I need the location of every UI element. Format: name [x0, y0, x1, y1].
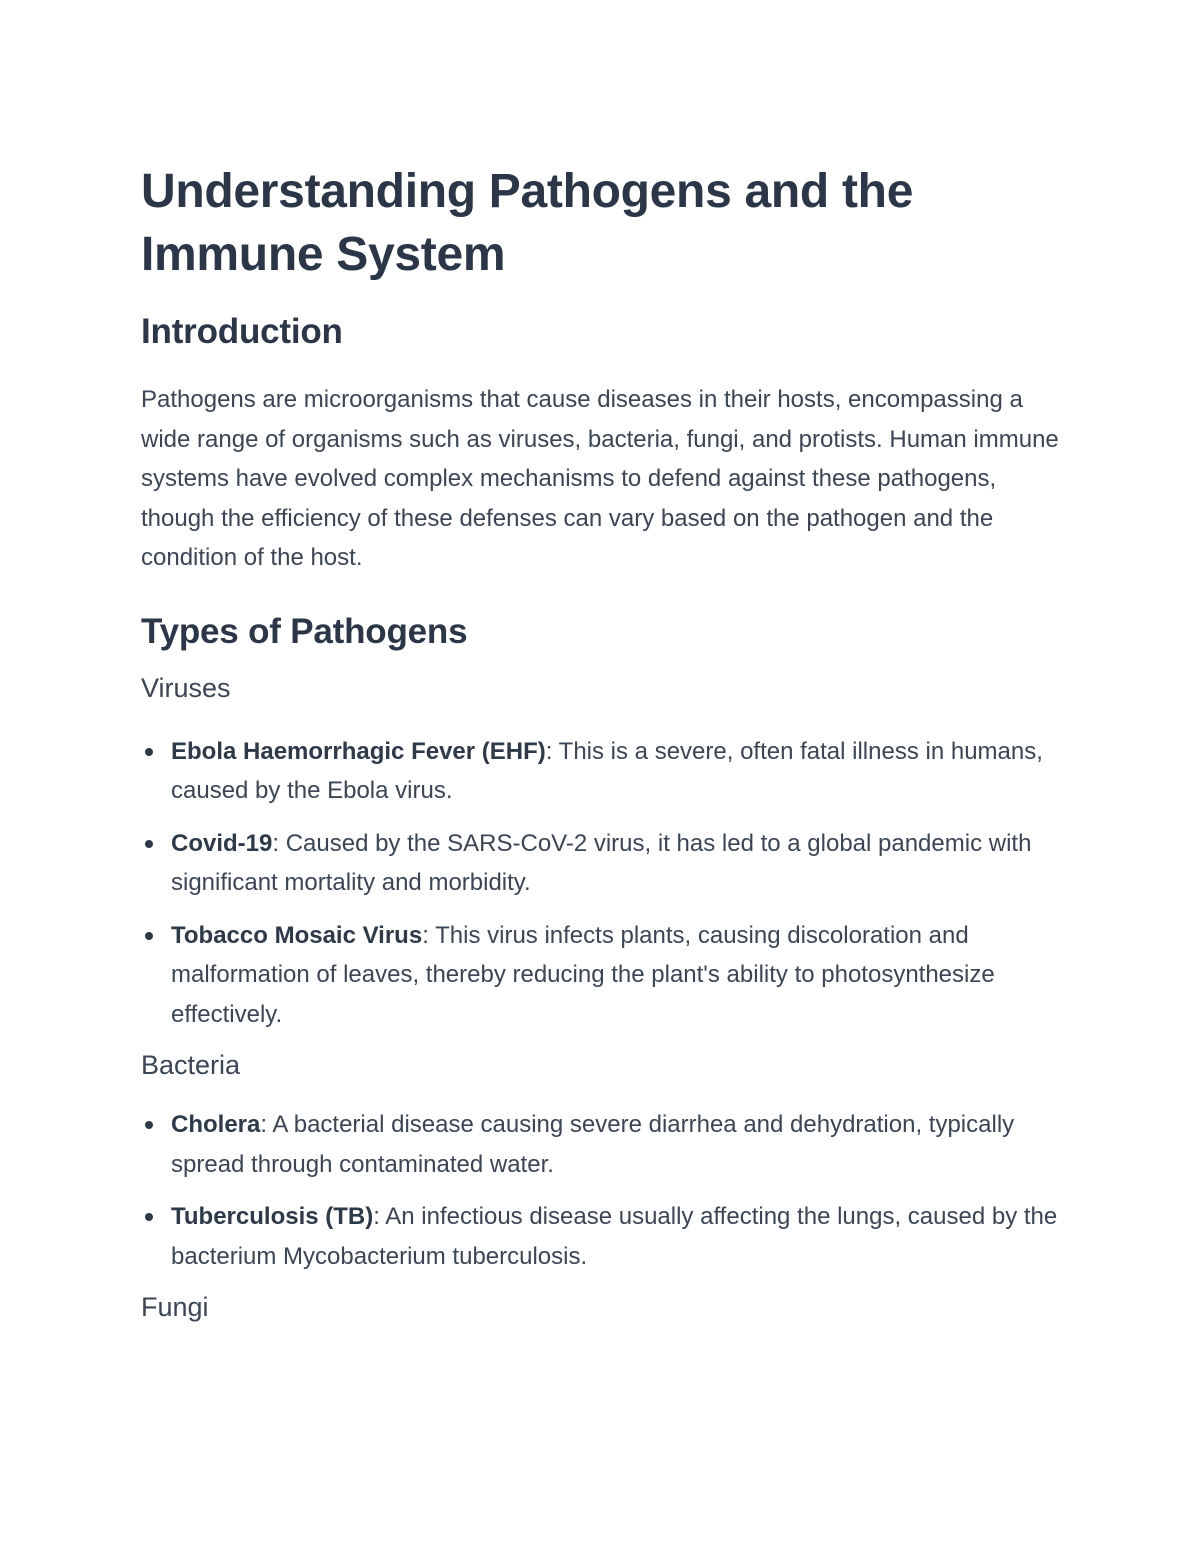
list-item-term: Cholera	[171, 1111, 261, 1138]
bacteria-heading: Bacteria	[141, 1050, 241, 1080]
list-item-tobacco-mosaic	[141, 916, 1061, 1035]
fungi-heading: Fungi	[141, 1292, 209, 1322]
types-of-pathogens-heading: Types of Pathogens	[141, 611, 468, 651]
bullet-icon	[145, 932, 153, 940]
bullet-icon	[145, 1121, 153, 1129]
document-page	[141, 160, 1061, 1325]
viruses-list	[141, 732, 1061, 1035]
list-item-term: Ebola Haemorrhagic Fever (EHF)	[171, 737, 546, 765]
list-item-tuberculosis	[141, 1197, 1061, 1276]
bullet-icon	[145, 748, 153, 756]
list-item-text: : Caused by the SARS-CoV-2 virus, it has led to a global pandemic with significant mortality and morbidity.	[171, 829, 1032, 896]
list-item-text: : This virus infects plants, causing discoloration and malformation of leaves, thereby reducing the plant's ability to photosynthesize effectively.	[171, 921, 995, 1028]
bacteria-list	[141, 1105, 1061, 1276]
list-item-text: : An infectious disease usually affecting the lungs, caused by the bacterium Mycobacterium tuberculosis.	[171, 1203, 1058, 1270]
list-item-covid	[141, 824, 1061, 903]
list-item-text: : This is a severe, often fatal illness in humans, caused by the Ebola virus.	[171, 737, 1043, 804]
list-item-term: Covid-19	[171, 829, 273, 857]
list-item-text: : A bacterial disease causing severe diarrhea and dehydration, typically spread through contaminated water.	[171, 1111, 1015, 1178]
list-item-term: Tuberculosis (TB)	[171, 1203, 374, 1230]
document-title: Understanding Pathogens and the Immune System	[141, 165, 914, 281]
viruses-heading: Viruses	[141, 672, 231, 703]
list-item-term: Tobacco Mosaic Virus	[171, 921, 423, 949]
bullet-icon	[145, 1213, 153, 1221]
introduction-heading: Introduction	[141, 312, 343, 351]
list-item-ebola	[141, 732, 1061, 811]
introduction-paragraph: Pathogens are microorganisms that cause diseases in their hosts, encompassing a wide range of organisms such as viruses, bacteria, fungi, and protists. Human immune systems have evolved complex mechanisms to defend against these pathogens, though the efficiency of these defenses can vary based on the pathogen and the condition of the host.	[141, 386, 1059, 571]
bullet-icon	[145, 840, 153, 848]
list-item-cholera	[141, 1105, 1061, 1184]
